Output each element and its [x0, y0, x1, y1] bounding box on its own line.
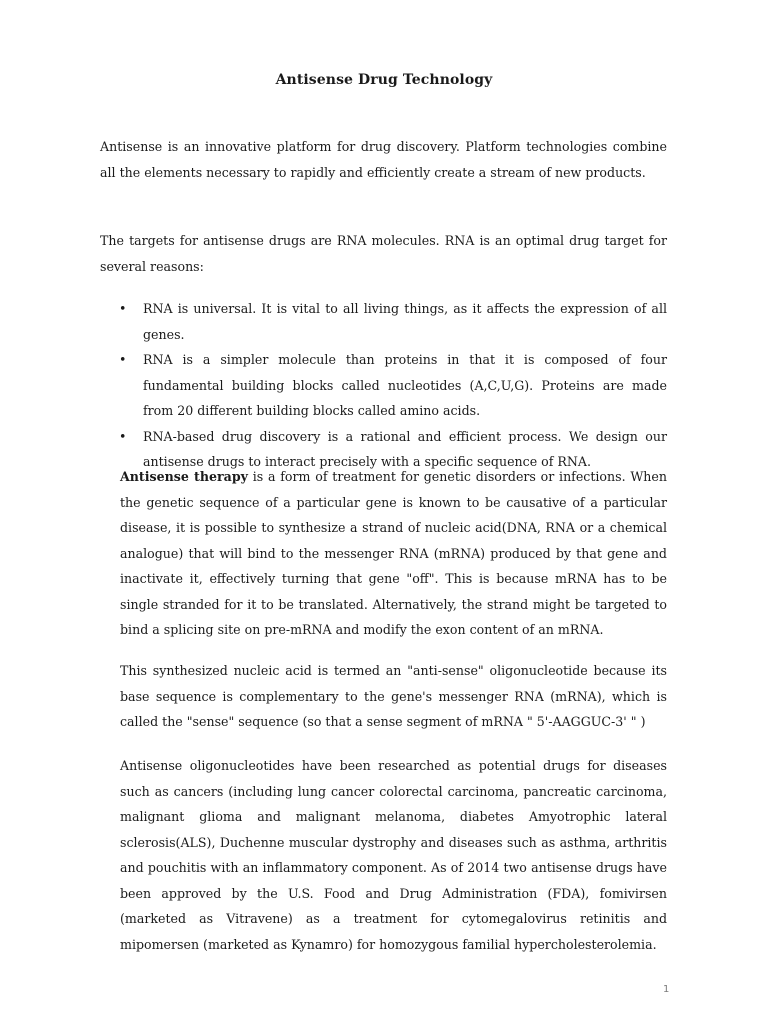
- targets-paragraph: The targets for antisense drugs are RNA molecules. RNA is an optimal drug target for several reasons:: [100, 233, 667, 274]
- page-number: 1: [663, 984, 670, 995]
- document-title: Antisense Drug Technology: [275, 72, 493, 88]
- bullet-icon: •: [119, 301, 127, 316]
- list-item-text: RNA is a simpler molecule than proteins in that it is composed of four fundamental building blocks called nucleotides (A,C,U,G). Proteins are made from 20 different building blocks called amino acids.: [143, 352, 667, 418]
- list-item: [100, 296, 667, 347]
- research-paragraph: Antisense oligonucleotides have been researched as potential drugs for diseases such as cancers (including lung cancer colorectal carcinoma, pancreatic carcinoma, malignant glioma and malignant melanoma, diabetes Amyotrophic lateral sclerosis(ALS), Duchenne muscular dystrophy and diseases such as asthma, arthritis and pouchitis with an inflammatory component. As of 2014 two antisense drugs have been approved by the U.S. Food and Drug Administration (FDA), fomivirsen (marketed as Vitravene) as a treatment for cytomegalovirus retinitis and mipomersen (marketed as Kynamro) for homozygous familial hypercholesterolemia.: [120, 758, 667, 952]
- therapy-paragraph-text: is a form of treatment for genetic disorders or infections. When the genetic sequence of a particular gene is known to be causative of a particular disease, it is possible to synthesize a strand of nucleic acid(DNA, RNA or a chemical analogue) that will bind to the messenger RNA (mRNA) produced by that gene and inactivate it, effectively turning that gene "off". This is because mRNA has to be single stranded for it to be translated. Alternatively, the strand might be targeted to bind a splicing site on pre-mRNA and modify the exon content of an mRNA.: [120, 469, 667, 637]
- list-item-text: RNA is universal. It is vital to all living things, as it affects the expression of all genes.: [143, 301, 667, 342]
- bullet-icon: •: [119, 428, 127, 444]
- intro-paragraph: Antisense is an innovative platform for drug discovery. Platform technologies combine all the elements necessary to rapidly and efficiently create a stream of new products.: [100, 139, 667, 180]
- therapy-lead-term: Antisense therapy: [120, 469, 248, 484]
- oligonucleotide-paragraph: This synthesized nucleic acid is termed an "anti-sense" oligonucleotide because its base sequence is complementary to the gene's messenger RNA (mRNA), which is called the "sense" sequence (so that a sense segment of mRNA " 5'-AAGGUC-3' " ): [120, 663, 667, 729]
- list-item: [100, 347, 667, 424]
- list-item-text: RNA-based drug discovery is a rational and efficient process. We design our antisense drugs to interact precisely with a specific sequence of RNA.: [143, 428, 667, 469]
- reasons-list: [100, 296, 667, 475]
- therapy-paragraph: [120, 464, 667, 643]
- bullet-icon: •: [119, 352, 127, 367]
